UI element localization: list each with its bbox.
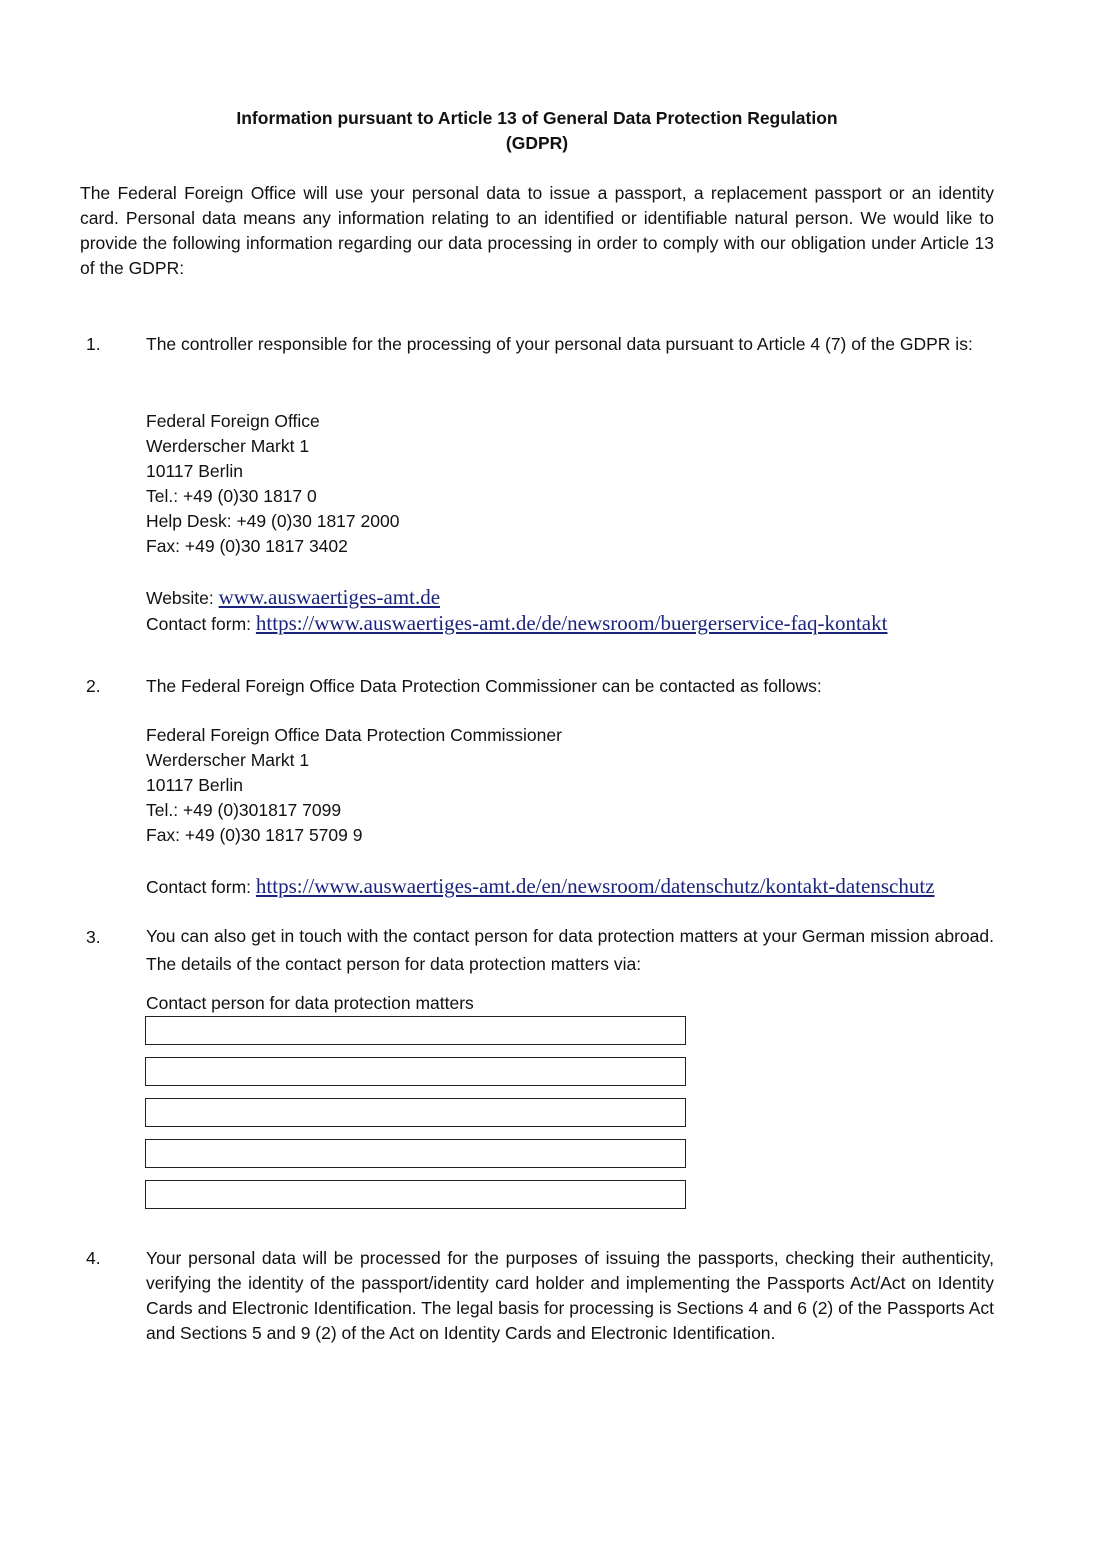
section-4-number: 4. <box>86 1248 101 1268</box>
website-label: Website: <box>146 588 219 608</box>
section-2-text: The Federal Foreign Office Data Protection Commissioner can be contacted as follows: <box>146 676 822 696</box>
controller-fax: Fax: +49 (0)30 1817 3402 <box>146 536 348 556</box>
dpo-name: Federal Foreign Office Data Protection Commissioner <box>146 725 562 745</box>
contact-form-label: Contact form: <box>146 614 256 634</box>
controller-phone: Tel.: +49 (0)30 1817 0 <box>146 486 317 506</box>
contact-person-field[interactable] <box>145 1098 686 1127</box>
dpo-contact-form-label: Contact form: <box>146 877 256 897</box>
document-title-abbreviation: (GDPR) <box>505 133 569 153</box>
contact-person-field[interactable] <box>145 1057 686 1086</box>
intro-paragraph: The Federal Foreign Office will use your personal data to issue a passport, a replacement passport or an identity card. Personal data means any information relating to an identified or identifiable natural person. We would like to provide the following information regarding our data processing in order to comply with our obligation under Article 13 of the GDPR: <box>80 183 994 278</box>
dpo-street: Werderscher Markt 1 <box>146 750 310 770</box>
dpo-fax: Fax: +49 (0)30 1817 5709 9 <box>146 825 363 845</box>
section-1-number: 1. <box>86 334 101 354</box>
dpo-contact-form-line <box>146 874 935 900</box>
controller-name: Federal Foreign Office <box>146 411 320 431</box>
contact-person-field[interactable] <box>145 1139 686 1168</box>
section-4-text: Your personal data will be processed for the purposes of issuing the passports, checking their authenticity, verifying the identity of the passport/identity card holder and implementing the Passports Act/Act on Identity Cards and Electronic Identification. The legal basis for processing is Sections 4 and 6 (2) of the Passports Act and Sections 5 and 9 (2) of the Act on Identity Cards and Electronic Identification. <box>146 1248 994 1343</box>
section-2-number: 2. <box>86 676 101 696</box>
contact-person-label: Contact person for data protection matters <box>146 993 474 1013</box>
section-1-text: The controller responsible for the processing of your personal data pursuant to Article 4 (7) of the GDPR is: <box>146 334 973 354</box>
website-line <box>146 585 440 611</box>
dpo-city: 10117 Berlin <box>146 775 243 795</box>
dpo-contact-form-link[interactable]: https://www.auswaertiges-amt.de/en/newsroom/datenschutz/kontakt-datenschutz <box>255 874 935 898</box>
contact-person-field[interactable] <box>145 1016 686 1045</box>
section-3-text: You can also get in touch with the contact person for data protection matters at your German mission abroad. The details of the contact person for data protection matters via: <box>146 926 994 974</box>
controller-city: 10117 Berlin <box>146 461 243 481</box>
section-3-number: 3. <box>86 927 101 947</box>
controller-help-desk: Help Desk: +49 (0)30 1817 2000 <box>146 511 400 531</box>
dpo-phone: Tel.: +49 (0)301817 7099 <box>146 800 342 820</box>
contact-form-link[interactable]: https://www.auswaertiges-amt.de/de/newsroom/buergerservice-faq-kontakt <box>255 611 888 635</box>
contact-form-line <box>146 611 887 637</box>
website-link[interactable]: www.auswaertiges-amt.de <box>218 585 441 609</box>
controller-street: Werderscher Markt 1 <box>146 436 310 456</box>
contact-person-field[interactable] <box>145 1180 686 1209</box>
document-title: Information pursuant to Article 13 of General Data Protection Regulation <box>236 108 838 128</box>
